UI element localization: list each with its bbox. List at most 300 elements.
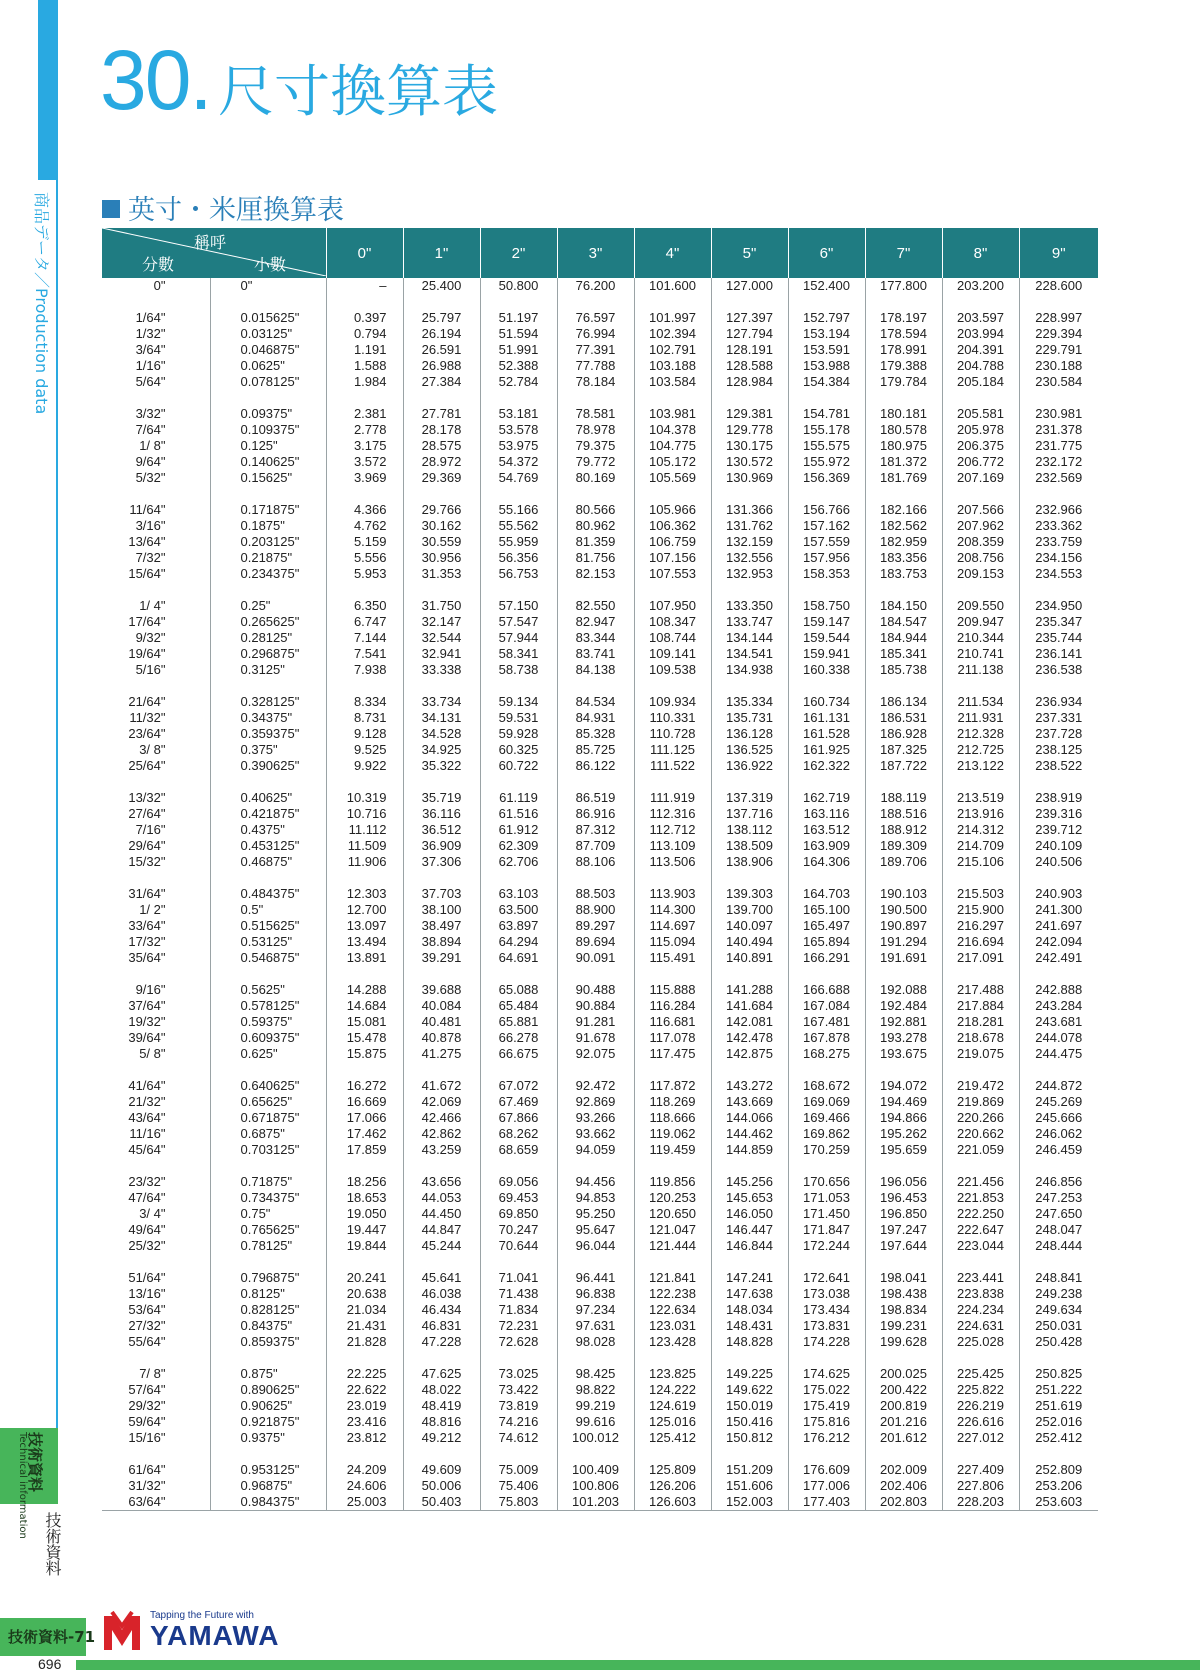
mm-cell: 87.709	[557, 838, 634, 854]
mm-cell: 162.719	[788, 790, 865, 806]
table-row	[102, 902, 1098, 918]
mm-cell: 121.444	[634, 1238, 711, 1254]
spacer-cell	[788, 1158, 865, 1174]
mm-cell: 145.256	[711, 1174, 788, 1190]
decimal-cell: 0.953125"	[210, 1462, 326, 1478]
mm-cell: 181.769	[865, 470, 942, 486]
mm-cell: 208.359	[942, 534, 1019, 550]
mm-cell: 90.884	[557, 998, 634, 1014]
mm-cell: 89.297	[557, 918, 634, 934]
mm-cell: 226.616	[942, 1414, 1019, 1430]
mm-cell: 163.909	[788, 838, 865, 854]
mm-cell: 103.981	[634, 406, 711, 422]
mm-cell: 111.919	[634, 790, 711, 806]
mm-cell: 201.216	[865, 1414, 942, 1430]
decimal-cell: 0.03125"	[210, 326, 326, 342]
table-row	[102, 1318, 1098, 1334]
mm-cell: 157.162	[788, 518, 865, 534]
mm-cell: 184.944	[865, 630, 942, 646]
mm-cell: 212.328	[942, 726, 1019, 742]
fraction-cell: 1/64"	[102, 310, 210, 326]
spacer-cell	[403, 678, 480, 694]
technical-info-vertical: 技術資料	[43, 1512, 62, 1576]
mm-cell: 223.044	[942, 1238, 1019, 1254]
spacer-cell	[557, 486, 634, 502]
fraction-cell: 35/64"	[102, 950, 210, 966]
mm-cell: 76.994	[557, 326, 634, 342]
mm-cell: 188.516	[865, 806, 942, 822]
mm-cell: 216.297	[942, 918, 1019, 934]
mm-cell: 94.853	[557, 1190, 634, 1206]
mm-cell: 94.059	[557, 1142, 634, 1158]
spacer-cell	[480, 390, 557, 406]
spacer-cell	[634, 1350, 711, 1366]
mm-cell: 155.178	[788, 422, 865, 438]
mm-cell: 27.384	[403, 374, 480, 390]
table-row	[102, 822, 1098, 838]
mm-cell: 25.797	[403, 310, 480, 326]
mm-cell: 78.978	[557, 422, 634, 438]
spacer-cell	[711, 1254, 788, 1270]
mm-cell: 113.506	[634, 854, 711, 870]
mm-cell: 46.831	[403, 1318, 480, 1334]
mm-cell: 124.619	[634, 1398, 711, 1414]
mm-cell: 21.828	[326, 1334, 403, 1350]
mm-cell: 69.453	[480, 1190, 557, 1206]
table-row	[102, 326, 1098, 342]
mm-cell: 174.228	[788, 1334, 865, 1350]
spacer-cell	[865, 1254, 942, 1270]
mm-cell: 55.562	[480, 518, 557, 534]
tab-label-cn: 技術資料	[26, 1432, 44, 1493]
mm-cell: 177.800	[865, 278, 942, 294]
spacer-cell	[102, 678, 210, 694]
mm-cell: 53.975	[480, 438, 557, 454]
mm-cell: 130.175	[711, 438, 788, 454]
decimal-cell: 0.671875"	[210, 1110, 326, 1126]
mm-cell: 17.859	[326, 1142, 403, 1158]
mm-cell: 186.531	[865, 710, 942, 726]
spacer-cell	[788, 1254, 865, 1270]
mm-cell: 176.609	[788, 1462, 865, 1478]
mm-cell: 18.653	[326, 1190, 403, 1206]
mm-cell: 11.112	[326, 822, 403, 838]
mm-cell: 209.550	[942, 598, 1019, 614]
mm-cell: 45.641	[403, 1270, 480, 1286]
mm-cell: 19.844	[326, 1238, 403, 1254]
mm-cell: 82.947	[557, 614, 634, 630]
mm-cell: 61.119	[480, 790, 557, 806]
mm-cell: 62.706	[480, 854, 557, 870]
mm-cell: 5.159	[326, 534, 403, 550]
mm-cell: 105.569	[634, 470, 711, 486]
mm-cell: 51.991	[480, 342, 557, 358]
mm-cell: 231.378	[1035, 422, 1083, 437]
mm-cell: 101.600	[634, 278, 711, 294]
spacer-cell	[1019, 486, 1098, 502]
table-row	[102, 1462, 1098, 1478]
mm-cell: 2.381	[326, 406, 403, 422]
decimal-cell: 0.734375"	[210, 1190, 326, 1206]
mm-cell: 188.912	[865, 822, 942, 838]
table-row	[102, 950, 1098, 966]
mm-cell: 71.041	[480, 1270, 557, 1286]
mm-cell: 118.666	[634, 1110, 711, 1126]
table-row	[102, 1478, 1098, 1494]
spacer-cell	[1019, 390, 1098, 406]
spacer-cell	[480, 1446, 557, 1462]
table-row	[102, 838, 1098, 854]
mm-cell: 235.347	[1035, 614, 1083, 629]
mm-cell: 125.412	[634, 1430, 711, 1446]
spacer-cell	[942, 678, 1019, 694]
spacer-cell	[1019, 870, 1098, 886]
mm-cell: 73.819	[480, 1398, 557, 1414]
mm-cell: 247.650	[1035, 1206, 1083, 1221]
mm-cell: 11.509	[326, 838, 403, 854]
fraction-cell: 5/32"	[102, 470, 210, 486]
mm-cell: 107.156	[634, 550, 711, 566]
mm-cell: 42.069	[403, 1094, 480, 1110]
spacer-cell	[1019, 1158, 1098, 1174]
mm-cell: 238.919	[1035, 790, 1083, 805]
table-row	[102, 854, 1098, 870]
mm-cell: 133.350	[711, 598, 788, 614]
fraction-cell: 1/ 4"	[102, 598, 210, 614]
mm-cell: 248.047	[1035, 1222, 1083, 1237]
group-spacer	[102, 870, 1098, 886]
mm-cell: 93.266	[557, 1110, 634, 1126]
mm-cell: 127.397	[711, 310, 788, 326]
mm-cell: 9.922	[326, 758, 403, 774]
mm-cell: 14.684	[326, 998, 403, 1014]
mm-cell: 103.584	[634, 374, 711, 390]
mm-cell: 168.275	[788, 1046, 865, 1062]
decimal-cell: 0.59375"	[210, 1014, 326, 1030]
spacer-cell	[711, 678, 788, 694]
mm-cell: 63.500	[480, 902, 557, 918]
mm-cell: 39.291	[403, 950, 480, 966]
mm-cell: 36.909	[403, 838, 480, 854]
mm-cell: 34.131	[403, 710, 480, 726]
mm-cell: 236.538	[1035, 662, 1083, 677]
mm-cell: 65.881	[480, 1014, 557, 1030]
mm-cell: 146.050	[711, 1206, 788, 1222]
mm-cell: 68.262	[480, 1126, 557, 1142]
spacer-cell	[634, 1254, 711, 1270]
mm-cell: 224.631	[942, 1318, 1019, 1334]
fraction-cell: 63/64"	[102, 1494, 210, 1511]
mm-cell: 242.491	[1035, 950, 1083, 965]
mm-cell: 55.166	[480, 502, 557, 518]
spacer-cell	[634, 966, 711, 982]
decimal-cell: 0.9375"	[210, 1430, 326, 1446]
table-row	[102, 630, 1098, 646]
mm-cell: 205.978	[942, 422, 1019, 438]
table-row	[102, 998, 1098, 1014]
group-spacer	[102, 1446, 1098, 1462]
decimal-cell: 0.5"	[210, 902, 326, 918]
table-row	[102, 1222, 1098, 1238]
mm-cell: 147.241	[711, 1270, 788, 1286]
mm-cell: 159.147	[788, 614, 865, 630]
spacer-cell	[210, 1350, 326, 1366]
mm-cell: 3.572	[326, 454, 403, 470]
spacer-cell	[480, 774, 557, 790]
mm-cell: 178.197	[865, 310, 942, 326]
mm-cell: 203.597	[942, 310, 1019, 326]
mm-cell: 169.862	[788, 1126, 865, 1142]
mm-cell: 198.834	[865, 1302, 942, 1318]
mm-cell: 144.462	[711, 1126, 788, 1142]
spacer-cell	[788, 294, 865, 310]
fraction-cell: 17/64"	[102, 614, 210, 630]
table-row	[102, 694, 1098, 710]
mm-cell: 98.028	[557, 1334, 634, 1350]
table-row	[102, 758, 1098, 774]
mm-cell: 222.250	[942, 1206, 1019, 1222]
mm-cell: 173.434	[788, 1302, 865, 1318]
mm-cell: 10.319	[326, 790, 403, 806]
spacer-cell	[557, 1158, 634, 1174]
mm-cell: 138.112	[711, 822, 788, 838]
mm-cell: 0.397	[326, 310, 403, 326]
spacer-cell	[102, 870, 210, 886]
mm-cell: 105.966	[634, 502, 711, 518]
fraction-cell: 5/64"	[102, 374, 210, 390]
mm-cell: 15.478	[326, 1030, 403, 1046]
mm-cell: 95.647	[557, 1222, 634, 1238]
table-row	[102, 1270, 1098, 1286]
mm-cell: 230.188	[1035, 358, 1083, 373]
spacer-cell	[865, 1350, 942, 1366]
spacer-cell	[711, 1158, 788, 1174]
table-row	[102, 742, 1098, 758]
spacer-cell	[326, 294, 403, 310]
spacer-cell	[557, 1446, 634, 1462]
mm-cell: 115.491	[634, 950, 711, 966]
spacer-cell	[480, 486, 557, 502]
decimal-cell: 0.8125"	[210, 1286, 326, 1302]
spacer-cell	[634, 582, 711, 598]
mm-cell: 230.584	[1035, 374, 1083, 389]
spacer-cell	[788, 390, 865, 406]
decimal-cell: 0.109375"	[210, 422, 326, 438]
table-row	[102, 534, 1098, 550]
decimal-cell: 0.546875"	[210, 950, 326, 966]
mm-cell: 227.806	[942, 1478, 1019, 1494]
mm-cell: 240.506	[1035, 854, 1083, 869]
spacer-cell	[711, 1446, 788, 1462]
mm-cell: 37.703	[403, 886, 480, 902]
mm-cell: 248.841	[1035, 1270, 1083, 1285]
spacer-cell	[1019, 582, 1098, 598]
mm-cell: 81.756	[557, 550, 634, 566]
mm-cell: 241.697	[1035, 918, 1083, 933]
mm-cell: 219.075	[942, 1046, 1019, 1062]
mm-cell: 63.103	[480, 886, 557, 902]
mm-cell: 83.741	[557, 646, 634, 662]
mm-cell: 1.984	[326, 374, 403, 390]
col-header: 3"	[557, 228, 634, 278]
mm-cell: 242.888	[1035, 982, 1083, 997]
mm-cell: 79.375	[557, 438, 634, 454]
mm-cell: 93.662	[557, 1126, 634, 1142]
mm-cell: –	[326, 278, 403, 294]
mm-cell: 89.694	[557, 934, 634, 950]
table-row	[102, 470, 1098, 486]
spacer-cell	[788, 774, 865, 790]
mm-cell: 32.941	[403, 646, 480, 662]
fraction-cell: 27/32"	[102, 1318, 210, 1334]
mm-cell: 71.438	[480, 1286, 557, 1302]
table-row	[102, 1334, 1098, 1350]
table-row	[102, 1398, 1098, 1414]
spacer-cell	[210, 294, 326, 310]
mm-cell: 148.034	[711, 1302, 788, 1318]
mm-cell: 70.644	[480, 1238, 557, 1254]
fraction-cell: 43/64"	[102, 1110, 210, 1126]
technical-info-tab	[0, 1428, 58, 1539]
mm-cell: 132.159	[711, 534, 788, 550]
mm-cell: 166.688	[788, 982, 865, 998]
fraction-cell: 59/64"	[102, 1414, 210, 1430]
spacer-cell	[102, 294, 210, 310]
mm-cell: 114.300	[634, 902, 711, 918]
mm-cell: 209.153	[942, 566, 1019, 582]
mm-cell: 101.203	[557, 1494, 634, 1511]
fraction-cell: 7/ 8"	[102, 1366, 210, 1382]
mm-cell: 223.441	[942, 1270, 1019, 1286]
mm-cell: 155.972	[788, 454, 865, 470]
spacer-cell	[210, 1446, 326, 1462]
spacer-cell	[210, 870, 326, 886]
decimal-cell: 0.609375"	[210, 1030, 326, 1046]
mm-cell: 165.100	[788, 902, 865, 918]
mm-cell: 243.284	[1035, 998, 1083, 1013]
mm-cell: 26.988	[403, 358, 480, 374]
mm-cell: 153.194	[788, 326, 865, 342]
mm-cell: 210.344	[942, 630, 1019, 646]
fraction-cell: 3/32"	[102, 406, 210, 422]
mm-cell: 168.672	[788, 1078, 865, 1094]
mm-cell: 225.028	[942, 1334, 1019, 1350]
fraction-cell: 13/64"	[102, 534, 210, 550]
spacer-cell	[326, 1350, 403, 1366]
mm-cell: 250.825	[1035, 1366, 1083, 1381]
spacer-cell	[865, 966, 942, 982]
fraction-cell: 15/64"	[102, 566, 210, 582]
mm-cell: 60.325	[480, 742, 557, 758]
decimal-cell: 0.890625"	[210, 1382, 326, 1398]
decimal-cell: 0.21875"	[210, 550, 326, 566]
spacer-cell	[403, 1254, 480, 1270]
mm-cell: 226.219	[942, 1398, 1019, 1414]
mm-cell: 192.881	[865, 1014, 942, 1030]
table-row	[102, 1126, 1098, 1142]
mm-cell: 56.753	[480, 566, 557, 582]
spacer-cell	[102, 486, 210, 502]
mm-cell: 252.412	[1035, 1430, 1083, 1445]
mm-cell: 220.266	[942, 1110, 1019, 1126]
table-row	[102, 342, 1098, 358]
mm-cell: 75.009	[480, 1462, 557, 1478]
mm-cell: 132.556	[711, 550, 788, 566]
table-row	[102, 422, 1098, 438]
spacer-cell	[210, 966, 326, 982]
mm-cell: 59.928	[480, 726, 557, 742]
mm-cell: 218.281	[942, 1014, 1019, 1030]
mm-cell: 36.116	[403, 806, 480, 822]
spacer-cell	[788, 966, 865, 982]
mm-cell: 43.259	[403, 1142, 480, 1158]
mm-cell: 222.647	[942, 1222, 1019, 1238]
spacer-cell	[403, 1158, 480, 1174]
spacer-cell	[942, 1350, 1019, 1366]
spacer-cell	[711, 870, 788, 886]
spacer-cell	[634, 774, 711, 790]
mm-cell: 143.669	[711, 1094, 788, 1110]
footer-bar	[76, 1660, 1200, 1670]
mm-cell: 6.747	[326, 614, 403, 630]
mm-cell: 141.684	[711, 998, 788, 1014]
mm-cell: 117.475	[634, 1046, 711, 1062]
fraction-cell: 49/64"	[102, 1222, 210, 1238]
fraction-cell: 11/64"	[102, 502, 210, 518]
mm-cell: 6.350	[326, 598, 403, 614]
tab-label-en: Technical information	[17, 1432, 28, 1539]
mm-cell: 12.303	[326, 886, 403, 902]
mm-cell: 19.447	[326, 1222, 403, 1238]
mm-cell: 220.662	[942, 1126, 1019, 1142]
mm-cell: 38.894	[403, 934, 480, 950]
mm-cell: 156.766	[788, 502, 865, 518]
mm-cell: 202.009	[865, 1462, 942, 1478]
spacer-cell	[634, 678, 711, 694]
mm-cell: 185.341	[865, 646, 942, 662]
table-row	[102, 1494, 1098, 1511]
mm-cell: 47.228	[403, 1334, 480, 1350]
spacer-cell	[326, 1062, 403, 1078]
mm-cell: 186.928	[865, 726, 942, 742]
table-row	[102, 1366, 1098, 1382]
decimal-cell: 0.25"	[210, 598, 326, 614]
spacer-cell	[403, 294, 480, 310]
decimal-cell: 0.65625"	[210, 1094, 326, 1110]
fraction-cell: 47/64"	[102, 1190, 210, 1206]
mm-cell: 242.094	[1035, 934, 1083, 949]
mm-cell: 247.253	[1035, 1190, 1083, 1205]
spacer-cell	[326, 774, 403, 790]
mm-cell: 119.459	[634, 1142, 711, 1158]
mm-cell: 152.003	[711, 1494, 788, 1511]
table-row	[102, 1238, 1098, 1254]
mm-cell: 246.062	[1035, 1126, 1083, 1141]
mm-cell: 122.238	[634, 1286, 711, 1302]
group-spacer	[102, 582, 1098, 598]
mm-cell: 145.653	[711, 1190, 788, 1206]
mm-cell: 40.481	[403, 1014, 480, 1030]
mm-cell: 3.969	[326, 470, 403, 486]
fraction-cell: 29/64"	[102, 838, 210, 854]
spacer-cell	[102, 1062, 210, 1078]
mm-cell: 135.334	[711, 694, 788, 710]
col-header: 6"	[788, 228, 865, 278]
mm-cell: 119.856	[634, 1174, 711, 1190]
fraction-cell: 23/32"	[102, 1174, 210, 1190]
mm-cell: 80.169	[557, 470, 634, 486]
mm-cell: 23.812	[326, 1430, 403, 1446]
